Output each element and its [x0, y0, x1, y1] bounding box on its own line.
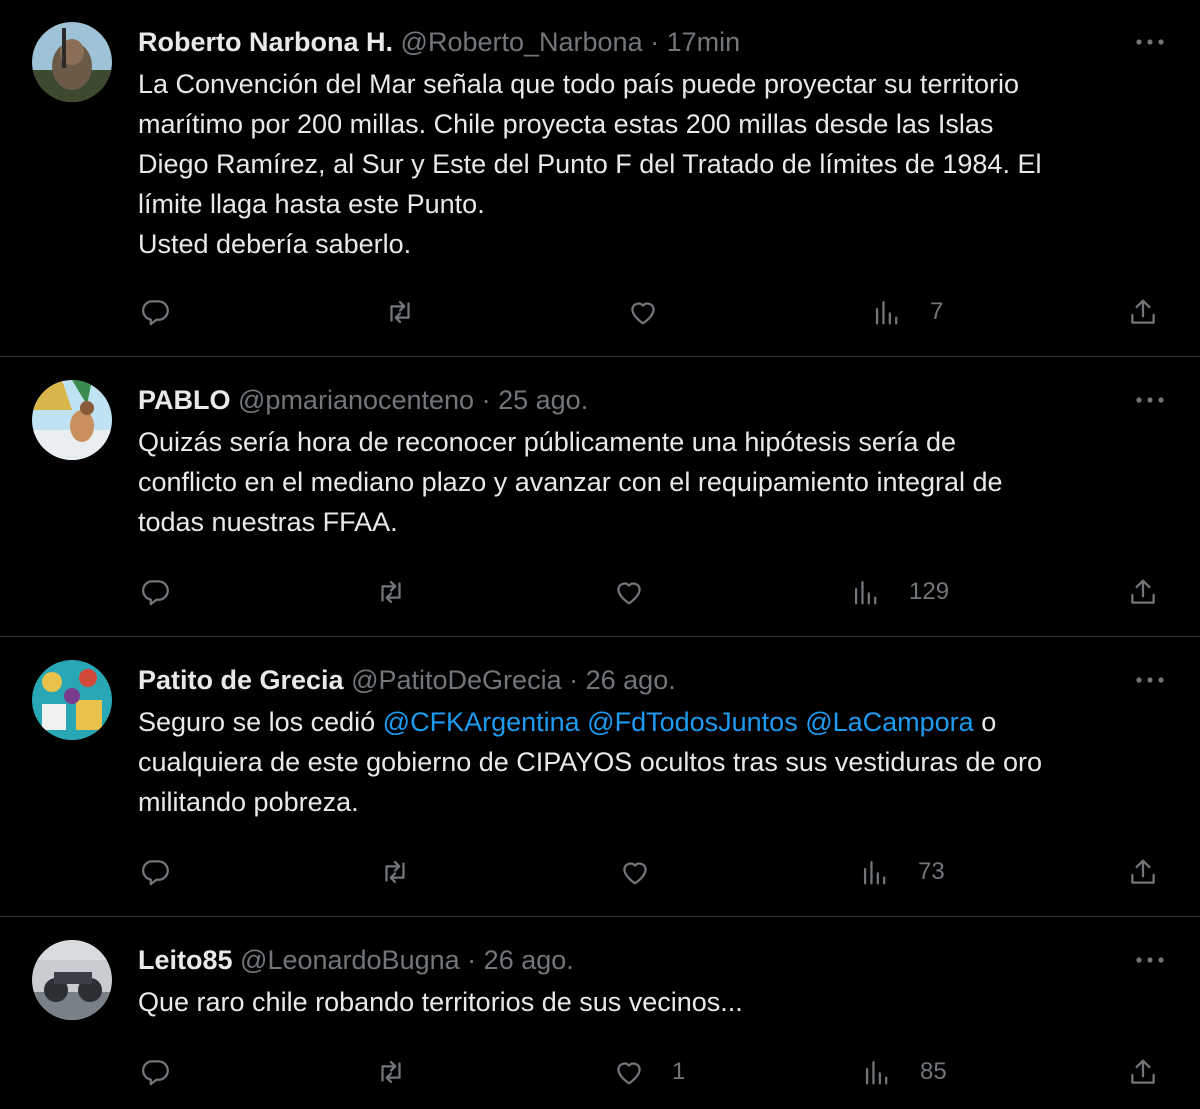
retweet-arrows-icon [378, 855, 412, 889]
reply-button[interactable] [138, 572, 172, 612]
tweet[interactable] [0, 918, 1200, 1109]
tweet-content [138, 942, 1170, 1022]
tweet-content [138, 24, 1170, 264]
speech-bubble-icon [138, 1055, 172, 1089]
tweet-content [138, 382, 1170, 542]
views-button[interactable] [860, 1052, 947, 1092]
avatar-photo-icon [32, 380, 112, 460]
speech-bubble-icon [138, 855, 172, 889]
tweet-header [138, 942, 1170, 978]
tweet-text: Quizás sería hora de reconocer públicamente una hipótesis sería de conflicto en el mediano plazo y avanzar con el requipamiento integral de todas nuestras FFAA. [138, 427, 1003, 537]
view-count: 7 [930, 298, 944, 325]
upload-arrow-icon [1126, 1055, 1160, 1089]
tweet[interactable] [0, 0, 1200, 357]
views-button[interactable] [858, 852, 945, 892]
three-dots-icon [1130, 382, 1170, 418]
tweet-text: La Convención del Mar señala que todo país puede proyectar su territorio marítimo por 200 millas. Chile proyecta estas 200 millas desde las Islas Diego Ramírez, al Sur y Este del Punto F del Tratado de límites de 1984. El límite llaga hasta este Punto. Usted debería saberlo. [138, 69, 1042, 259]
view-count: 73 [918, 858, 945, 885]
timestamp[interactable]: 26 ago. [483, 945, 574, 975]
reply-button[interactable] [138, 852, 172, 892]
heart-icon [612, 575, 646, 609]
retweet-button[interactable] [378, 852, 412, 892]
tweet-actions [138, 852, 1170, 892]
views-button[interactable] [849, 572, 949, 612]
bar-chart-icon [860, 1055, 894, 1089]
text-segment: o cualquiera de este gobierno de CIPAYOS ocultos tras sus vestiduras de oro militando pobreza. [138, 707, 1042, 817]
share-button[interactable] [1126, 852, 1160, 892]
share-button[interactable] [1126, 292, 1160, 332]
view-count: 85 [920, 1058, 947, 1085]
retweet-arrows-icon [374, 575, 408, 609]
avatar[interactable] [32, 22, 112, 102]
separator-dot: · [569, 665, 579, 695]
tweet-text: Que raro chile robando territorios de sus vecinos... [138, 987, 743, 1017]
separator-dot: · [467, 945, 477, 975]
three-dots-icon [1130, 24, 1170, 60]
separator-dot: · [650, 27, 660, 57]
heart-icon [618, 855, 652, 889]
tweet-actions [138, 1052, 1170, 1092]
display-name[interactable]: PABLO [138, 385, 231, 415]
user-handle[interactable]: @LeonardoBugna [240, 945, 460, 975]
like-button[interactable] [612, 572, 672, 612]
tweet-header [138, 24, 1170, 60]
retweet-button[interactable] [374, 572, 408, 612]
like-button[interactable] [626, 292, 686, 332]
tweet-header [138, 662, 1170, 698]
avatar-photo-icon [32, 940, 112, 1020]
display-name[interactable]: Roberto Narbona H. [138, 27, 394, 57]
avatar[interactable] [32, 660, 112, 740]
reply-button[interactable] [138, 1052, 172, 1092]
speech-bubble-icon [138, 575, 172, 609]
more-options-button[interactable] [1130, 662, 1170, 698]
timestamp[interactable]: 26 ago. [585, 665, 676, 695]
timestamp[interactable]: 25 ago. [498, 385, 589, 415]
user-handle[interactable]: @PatitoDeGrecia [351, 665, 562, 695]
speech-bubble-icon [138, 295, 172, 329]
tweet-actions [138, 572, 1170, 612]
upload-arrow-icon [1126, 855, 1160, 889]
reply-button[interactable] [138, 292, 172, 332]
separator-dot: · [481, 385, 491, 415]
retweet-arrows-icon [383, 295, 417, 329]
bar-chart-icon [849, 575, 883, 609]
mention-link[interactable]: @CFKArgentina [382, 707, 580, 737]
bar-chart-icon [870, 295, 904, 329]
avatar[interactable] [32, 940, 112, 1020]
three-dots-icon [1130, 662, 1170, 698]
heart-icon [626, 295, 660, 329]
heart-icon [612, 1055, 646, 1089]
mention-link[interactable]: @LaCampora [805, 707, 974, 737]
avatar-photo-icon [32, 660, 112, 740]
more-options-button[interactable] [1130, 24, 1170, 60]
tweet-text [138, 702, 1170, 822]
user-handle[interactable]: @Roberto_Narbona [400, 27, 643, 57]
mention-link[interactable]: @FdTodosJuntos [587, 707, 798, 737]
display-name[interactable]: Leito85 [138, 945, 233, 975]
bar-chart-icon [858, 855, 892, 889]
view-count: 129 [909, 578, 950, 605]
upload-arrow-icon [1126, 295, 1160, 329]
text-segment: Seguro se los cedió [138, 707, 383, 737]
like-button[interactable] [618, 852, 678, 892]
more-options-button[interactable] [1130, 942, 1170, 978]
three-dots-icon [1130, 942, 1170, 978]
avatar-photo-icon [32, 22, 112, 102]
avatar[interactable] [32, 380, 112, 460]
retweet-button[interactable] [383, 292, 417, 332]
tweet-actions [138, 292, 1170, 332]
tweet[interactable] [0, 358, 1200, 637]
like-count: 1 [672, 1058, 686, 1085]
tweet-content [138, 662, 1170, 822]
upload-arrow-icon [1126, 575, 1160, 609]
timestamp[interactable]: 17min [666, 27, 741, 57]
views-button[interactable] [870, 292, 943, 332]
display-name[interactable]: Patito de Grecia [138, 665, 344, 695]
retweet-arrows-icon [374, 1055, 408, 1089]
tweet[interactable] [0, 638, 1200, 917]
share-button[interactable] [1126, 572, 1160, 612]
tweet-header [138, 382, 1170, 418]
share-button[interactable] [1126, 1052, 1160, 1092]
like-button[interactable] [612, 1052, 685, 1092]
more-options-button[interactable] [1130, 382, 1170, 418]
user-handle[interactable]: @pmarianocenteno [238, 385, 475, 415]
retweet-button[interactable] [374, 1052, 408, 1092]
